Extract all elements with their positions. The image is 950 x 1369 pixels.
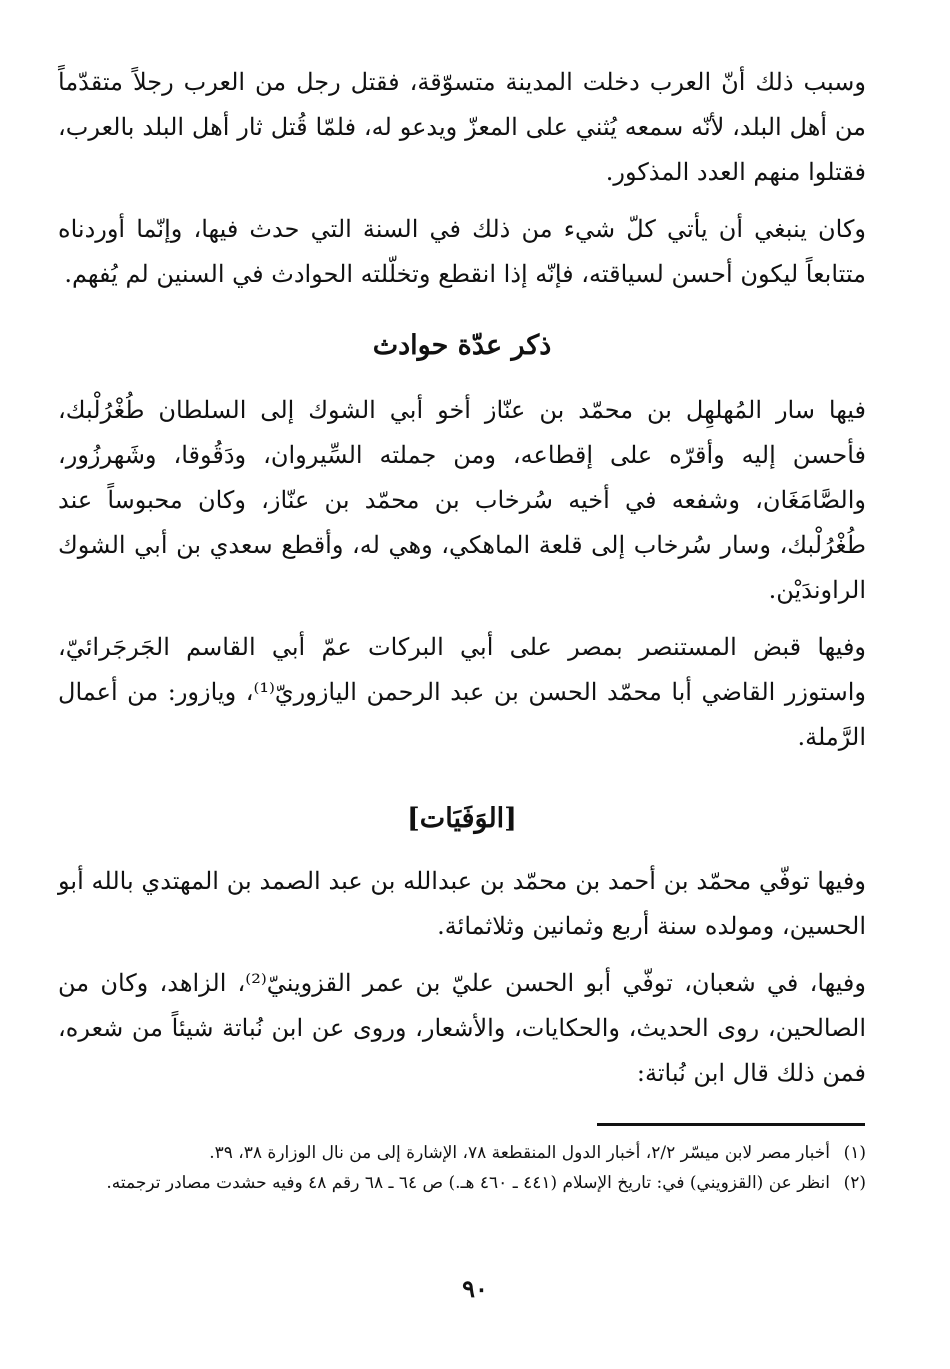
footnote-item	[58, 1168, 866, 1198]
footnote-number: (١)	[843, 1143, 866, 1163]
body-paragraph: فيها سار المُهلهِل بن محمّد بن عنّاز أخو أبي الشوك إلى السلطان طُغْرُلْبك، فأحسن إليه وأقرّه على إقطاعه، ومن جملته السِّيروان، ودَقُوقا، وشَهرزُور، والصَّامَغَان، وشفعه في أخيه سُرخاب بن محمّد بن عنّاز، وكان محبوساً عند طُغْرُلْبك، وسار سُرخاب إلى قلعة الماهكي، وهي له، وأقطع سعدي بن أبي الشوك الراوندَيْن.	[58, 396, 867, 604]
body-paragraph: وفيها توفّي محمّد بن أحمد بن محمّد بن عبدالله بن عبد الصمد بن المهتدي بالله أبو الحسين، ومولده سنة أربع وثمانين وثلاثمائة.	[58, 867, 866, 940]
section-heading-deaths: [الوَفَيَات]	[407, 803, 517, 834]
body-paragraph: وفيها قبض المستنصر بمصر على أبي البركات عمّ أبي القاسم الجَرجَرائيّ، واستوزر القاضي أبا محمّد الحسن بن عبد الرحمن اليازوريّ⁽¹⁾، ويازور: من أعمال الرَّملة.	[58, 633, 867, 751]
footnote-text: انظر عن (القزويني) في: تاريخ الإسلام (٤٤١ ـ ٤٦٠ هـ.) ص ٦٤ ـ ٦٨ رقم ٤٨ وفيه حشدت مصادر ترجمته.	[106, 1173, 830, 1193]
footnote-number: (٢)	[843, 1173, 866, 1193]
footnote-text: أخبار مصر لابن ميسّر ٢/٢، أخبار الدول المنقطعة ٧٨، الإشارة إلى من نال الوزارة ٣٨، ٣٩.	[209, 1143, 830, 1163]
body-paragraph: وسبب ذلك أنّ العرب دخلت المدينة متسوّقة، فقتل رجل من العرب رجلاً متقدّماً من أهل البلد، لأنّه سمعه يُثني على المعزّ ويدعو له، فلمّا قُتل ثار أهل البلد بالعرب، فقتلوا منهم العدد المذكور.	[58, 68, 866, 186]
body-paragraph: وكان ينبغي أن يأتي كلّ شيء من ذلك في السنة التي حدث فيها، وإنّما أوردناه متتابعاً ليكون أحسن لسياقته، فإنّه إذا انقطع وتخلّلته الحوادث في السنين لم يُفهم.	[58, 215, 866, 288]
page-body	[58, 60, 866, 1108]
footnote-divider	[597, 1123, 865, 1126]
footnote-item	[58, 1138, 866, 1168]
page-number: ٩٠	[462, 1274, 488, 1303]
footnotes	[58, 1138, 866, 1198]
body-paragraph: وفيها، في شعبان، توفّي أبو الحسن عليّ بن عمر القزوينيّ⁽²⁾، الزاهد، وكان من الصالحين، روى الحديث، والحكايات، والأشعار، وروى عن ابن نُباتة شيئاً من شعره، فمن ذلك قال ابن نُباتة:	[58, 969, 866, 1087]
section-heading-events: ذكر عدّة حوادث	[372, 330, 552, 361]
